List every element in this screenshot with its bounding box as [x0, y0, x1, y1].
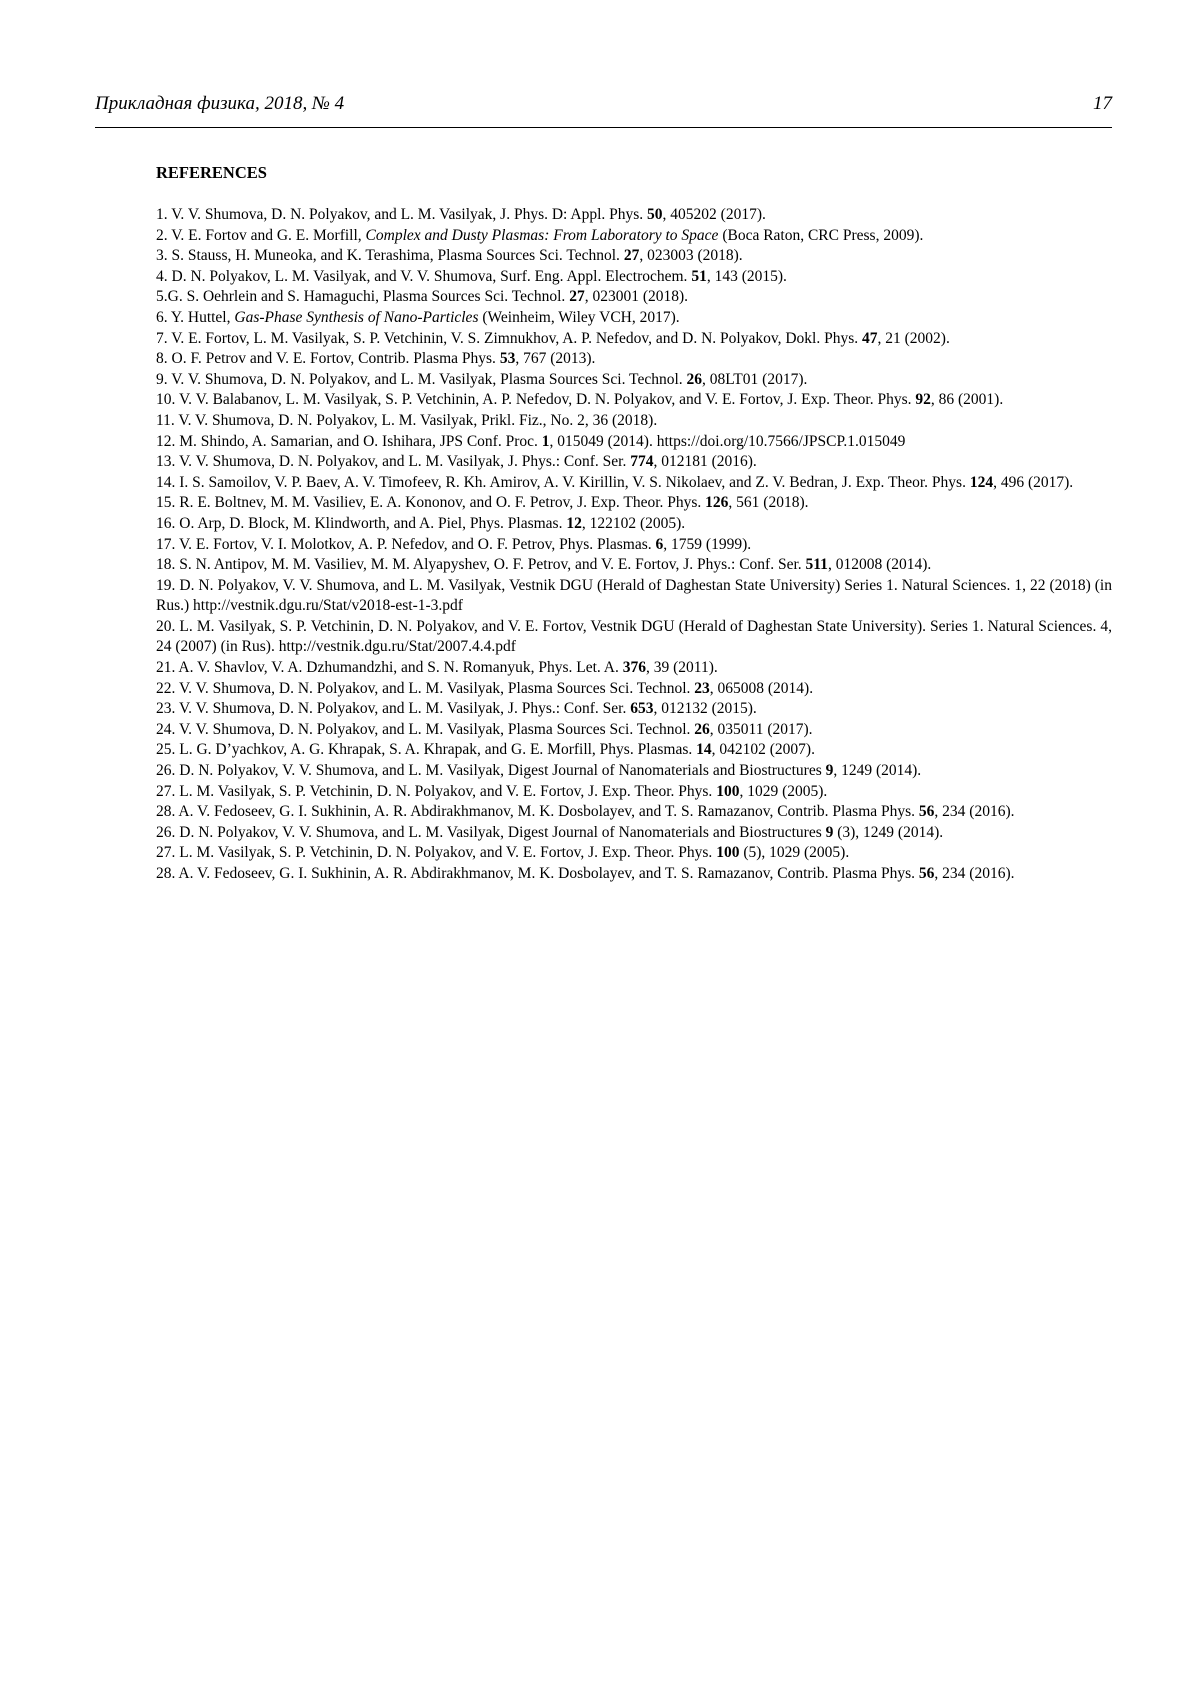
reference-text: , 023001 (2018).: [585, 288, 688, 305]
reference-item: [156, 493, 1112, 514]
reference-item: [156, 205, 1112, 226]
reference-text: , 1249 (2014).: [833, 762, 921, 779]
reference-text: , 143 (2015).: [707, 268, 787, 285]
reference-item: [156, 720, 1112, 741]
reference-text: 28. A. V. Fedoseev, G. I. Sukhinin, A. R. Abdirakhmanov, M. K. Dosbolayev, and T. S. Ramazanov, Contrib. Plasma Phys.: [156, 865, 919, 882]
reference-item: [156, 658, 1112, 679]
reference-volume: 774: [630, 453, 653, 470]
reference-text: , 39 (2011).: [646, 659, 718, 676]
reference-item: [156, 740, 1112, 761]
reference-item: [156, 802, 1112, 823]
reference-item: [156, 226, 1112, 247]
reference-text: , 012008 (2014).: [828, 556, 931, 573]
reference-volume: 100: [716, 844, 739, 861]
reference-text: , 1029 (2005).: [739, 783, 827, 800]
reference-volume: 124: [970, 474, 993, 491]
references-heading: REFERENCES: [156, 163, 267, 183]
reference-text: 19. D. N. Polyakov, V. V. Shumova, and L. M. Vasilyak, Vestnik DGU (Herald of Daghestan State University) Series 1. Natural Sciences. 1, 22 (2018) (in Rus.) http://vestnik.dgu.ru/Stat/v2018-est-1-3.pdf: [156, 577, 1112, 615]
reference-text: 28. A. V. Fedoseev, G. I. Sukhinin, A. R. Abdirakhmanov, M. K. Dosbolayev, and T. S. Ramazanov, Contrib. Plasma Phys.: [156, 803, 919, 820]
reference-item: [156, 287, 1112, 308]
reference-text: 27. L. M. Vasilyak, S. P. Vetchinin, D. N. Polyakov, and V. E. Fortov, J. Exp. Theor. Phys.: [156, 783, 716, 800]
references-list: [156, 205, 1112, 885]
reference-volume: 50: [647, 206, 663, 223]
reference-text: 25. L. G. D’yachkov, A. G. Khrapak, S. A. Khrapak, and G. E. Morfill, Phys. Plasmas.: [156, 741, 696, 758]
page-header: [95, 91, 1112, 128]
reference-text: , 08LT01 (2017).: [702, 371, 807, 388]
reference-text: 17. V. E. Fortov, V. I. Molotkov, A. P. Nefedov, and O. F. Petrov, Phys. Plasmas.: [156, 536, 656, 553]
reference-text: , 122102 (2005).: [582, 515, 685, 532]
reference-text: 10. V. V. Balabanov, L. M. Vasilyak, S. P. Vetchinin, A. P. Nefedov, D. N. Polyakov, and V. E. Fortov, J. Exp. Theor. Phys.: [156, 391, 915, 408]
reference-item: [156, 576, 1112, 617]
reference-text: 18. S. N. Antipov, M. M. Vasiliev, M. M. Alyapyshev, O. F. Petrov, and V. E. Fortov, J. Phys.: Conf. Ser.: [156, 556, 806, 573]
reference-item: [156, 514, 1112, 535]
reference-text: 14. I. S. Samoilov, V. P. Baev, A. V. Timofeev, R. Kh. Amirov, A. V. Kirillin, V. S. Nikolaev, and Z. V. Bedran, J. Exp. Theor. Phys.: [156, 474, 970, 491]
reference-text: , 015049 (2014). https://doi.org/10.7566/JPSCP.1.015049: [550, 433, 906, 450]
reference-item: [156, 617, 1112, 658]
reference-volume: 27: [569, 288, 585, 305]
reference-item: [156, 699, 1112, 720]
reference-text: 2. V. E. Fortov and G. E. Morfill,: [156, 227, 366, 244]
reference-text: 11. V. V. Shumova, D. N. Polyakov, L. M. Vasilyak, Prikl. Fiz., No. 2, 36 (2018).: [156, 412, 657, 429]
reference-text: , 234 (2016).: [934, 803, 1014, 820]
reference-volume: 376: [623, 659, 646, 676]
reference-item: [156, 452, 1112, 473]
reference-volume: 12: [566, 515, 582, 532]
reference-text: (Weinheim, Wiley VCH, 2017).: [478, 309, 679, 326]
reference-volume: 27: [624, 247, 640, 264]
reference-text: 9. V. V. Shumova, D. N. Polyakov, and L. M. Vasilyak, Plasma Sources Sci. Technol.: [156, 371, 687, 388]
reference-text: 7. V. E. Fortov, L. M. Vasilyak, S. P. Vetchinin, V. S. Zimnukhov, A. P. Nefedov, and D. N. Polyakov, Dokl. Phys.: [156, 330, 862, 347]
reference-item: [156, 555, 1112, 576]
reference-item: [156, 411, 1112, 432]
reference-item: [156, 267, 1112, 288]
reference-text: 21. A. V. Shavlov, V. A. Dzhumandzhi, and S. N. Romanyuk, Phys. Let. A.: [156, 659, 623, 676]
reference-text: 22. V. V. Shumova, D. N. Polyakov, and L. M. Vasilyak, Plasma Sources Sci. Technol.: [156, 680, 694, 697]
reference-item: [156, 473, 1112, 494]
reference-text: 6. Y. Huttel,: [156, 309, 234, 326]
reference-volume: 511: [806, 556, 828, 573]
reference-volume: 26: [687, 371, 703, 388]
reference-book-title: Complex and Dusty Plasmas: From Laboratory to Space: [366, 227, 719, 244]
journal-title: Прикладная физика, 2018, № 4: [95, 93, 344, 115]
reference-volume: 126: [705, 494, 728, 511]
reference-text: 24. V. V. Shumova, D. N. Polyakov, and L. M. Vasilyak, Plasma Sources Sci. Technol.: [156, 721, 694, 738]
reference-item: [156, 761, 1112, 782]
reference-volume: 6: [656, 536, 664, 553]
reference-volume: 92: [915, 391, 931, 408]
reference-volume: 653: [630, 700, 653, 717]
reference-text: , 012181 (2016).: [653, 453, 756, 470]
reference-volume: 1: [542, 433, 550, 450]
reference-volume: 23: [694, 680, 710, 697]
reference-volume: 100: [716, 783, 739, 800]
reference-text: 5.G. S. Oehrlein and S. Hamaguchi, Plasma Sources Sci. Technol.: [156, 288, 569, 305]
reference-item: [156, 823, 1112, 844]
reference-text: , 012132 (2015).: [653, 700, 756, 717]
reference-item: [156, 432, 1112, 453]
reference-text: , 065008 (2014).: [710, 680, 813, 697]
reference-text: , 023003 (2018).: [639, 247, 742, 264]
reference-item: [156, 308, 1112, 329]
reference-text: 27. L. M. Vasilyak, S. P. Vetchinin, D. N. Polyakov, and V. E. Fortov, J. Exp. Theor. Phys.: [156, 844, 716, 861]
reference-book-title: Gas-Phase Synthesis of Nano-Particles: [234, 309, 478, 326]
reference-volume: 53: [500, 350, 516, 367]
reference-volume: 26: [694, 721, 710, 738]
reference-volume: 9: [826, 762, 834, 779]
reference-text: 1. V. V. Shumova, D. N. Polyakov, and L. M. Vasilyak, J. Phys. D: Appl. Phys.: [156, 206, 647, 223]
reference-item: [156, 782, 1112, 803]
reference-text: , 234 (2016).: [934, 865, 1014, 882]
reference-item: [156, 843, 1112, 864]
reference-text: 26. D. N. Polyakov, V. V. Shumova, and L. M. Vasilyak, Digest Journal of Nanomaterials and Biostructures: [156, 824, 826, 841]
reference-text: 26. D. N. Polyakov, V. V. Shumova, and L. M. Vasilyak, Digest Journal of Nanomaterials and Biostructures: [156, 762, 826, 779]
reference-text: 23. V. V. Shumova, D. N. Polyakov, and L. M. Vasilyak, J. Phys.: Conf. Ser.: [156, 700, 630, 717]
reference-volume: 47: [862, 330, 878, 347]
reference-text: , 035011 (2017).: [710, 721, 813, 738]
reference-item: [156, 864, 1112, 885]
reference-text: , 561 (2018).: [728, 494, 808, 511]
reference-item: [156, 329, 1112, 350]
reference-item: [156, 246, 1112, 267]
reference-text: , 042102 (2007).: [712, 741, 815, 758]
page-number: 17: [1093, 93, 1112, 115]
reference-text: 13. V. V. Shumova, D. N. Polyakov, and L. M. Vasilyak, J. Phys.: Conf. Ser.: [156, 453, 630, 470]
reference-text: 8. O. F. Petrov and V. E. Fortov, Contrib. Plasma Phys.: [156, 350, 500, 367]
reference-text: , 21 (2002).: [878, 330, 950, 347]
reference-text: 15. R. E. Boltnev, M. M. Vasiliev, E. A. Kononov, and O. F. Petrov, J. Exp. Theor. Phys.: [156, 494, 705, 511]
reference-item: [156, 349, 1112, 370]
reference-text: (3), 1249 (2014).: [833, 824, 943, 841]
reference-text: 3. S. Stauss, H. Muneoka, and K. Terashima, Plasma Sources Sci. Technol.: [156, 247, 624, 264]
reference-text: , 767 (2013).: [515, 350, 595, 367]
reference-text: (Boca Raton, CRC Press, 2009).: [718, 227, 923, 244]
reference-volume: 9: [826, 824, 834, 841]
reference-text: , 496 (2017).: [993, 474, 1073, 491]
reference-text: (5), 1029 (2005).: [739, 844, 849, 861]
reference-item: [156, 535, 1112, 556]
reference-volume: 51: [691, 268, 707, 285]
reference-text: 12. M. Shindo, A. Samarian, and O. Ishihara, JPS Conf. Proc.: [156, 433, 542, 450]
reference-volume: 14: [696, 741, 712, 758]
reference-text: 16. O. Arp, D. Block, M. Klindworth, and A. Piel, Phys. Plasmas.: [156, 515, 566, 532]
reference-volume: 56: [919, 865, 935, 882]
reference-text: 20. L. M. Vasilyak, S. P. Vetchinin, D. N. Polyakov, and V. E. Fortov, Vestnik DGU (Herald of Daghestan State University). Se­ries 1. Natural Sciences. 4, 24 (2007) (in Rus). http://vestnik.dgu.ru/Stat/2007.4.4.pdf: [156, 618, 1112, 656]
reference-text: , 405202 (2017).: [663, 206, 766, 223]
reference-text: , 86 (2001).: [931, 391, 1003, 408]
reference-item: [156, 390, 1112, 411]
reference-item: [156, 370, 1112, 391]
reference-text: , 1759 (1999).: [663, 536, 751, 553]
reference-volume: 56: [919, 803, 935, 820]
reference-text: 4. D. N. Polyakov, L. M. Vasilyak, and V. V. Shumova, Surf. Eng. Appl. Electrochem.: [156, 268, 691, 285]
reference-item: [156, 679, 1112, 700]
